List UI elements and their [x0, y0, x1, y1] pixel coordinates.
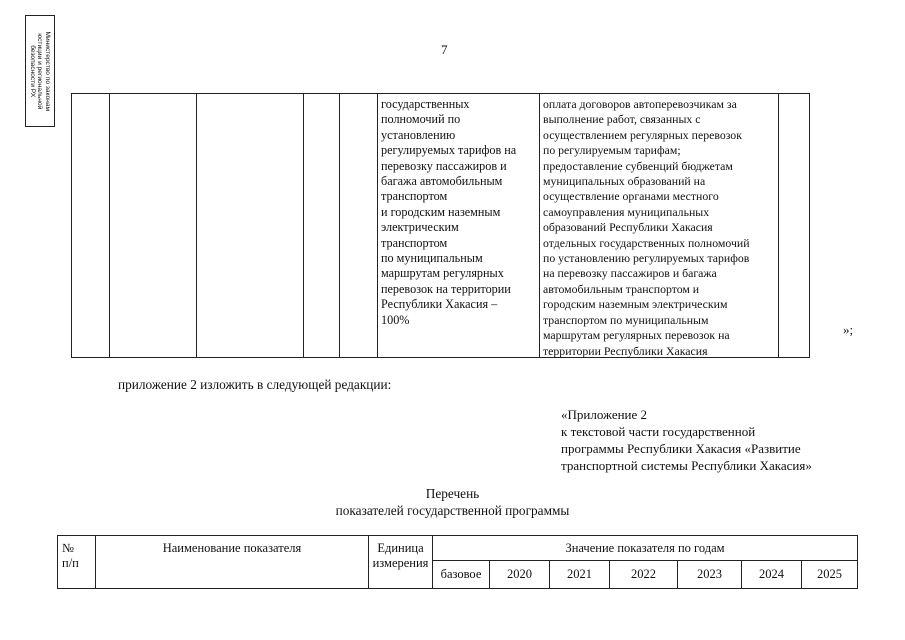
text-line: государственных: [381, 97, 470, 111]
text-line: транспортом по муниципальным: [543, 312, 709, 327]
header-number-line1: №: [62, 541, 74, 555]
header-unit-line1: Единица: [377, 541, 424, 555]
table-col-border: [377, 93, 378, 358]
indicators-table: [57, 535, 858, 589]
text-line: по установлению регулируемых тарифов: [543, 251, 750, 266]
stamp-text: [29, 31, 52, 111]
text-line: перевозку пассажиров и: [381, 158, 507, 173]
header-number: [58, 536, 96, 589]
text-line: на перевозку пассажиров и багажа: [543, 266, 717, 281]
text-line: оплата договоров автоперевозчикам за: [543, 97, 737, 111]
text-line: 100%: [381, 312, 410, 327]
text-line: и городским наземным: [381, 204, 501, 219]
text-line: регулируемых тарифов на: [381, 143, 517, 158]
cell-target-indicator: [381, 97, 516, 328]
stamp-line: юстиции и региональной: [36, 32, 44, 110]
header-unit: [369, 536, 433, 589]
text-line: осуществлением регулярных перевозок: [543, 127, 742, 142]
text-line: городским наземным электрическим: [543, 297, 728, 312]
table-col-border: [71, 93, 72, 358]
appendix-line: транспортной системы Республики Хакасия»: [561, 458, 812, 473]
text-line: территории Республики Хакасия: [543, 343, 708, 358]
table-col-border: [778, 93, 779, 358]
header-number-line2: п/п: [62, 556, 79, 570]
table-border-top: [71, 93, 809, 94]
header-unit-line2: измерения: [372, 556, 429, 570]
header-year: 2024: [742, 561, 802, 589]
text-line: транспортом: [381, 189, 448, 204]
text-line: багажа автомобильным: [381, 174, 503, 189]
text-line: выполнение работ, связанных с: [543, 112, 701, 127]
appendix-line: «Приложение 2: [561, 407, 648, 422]
page-number: 7: [441, 42, 448, 57]
table-col-border: [539, 93, 540, 358]
header-year: 2023: [678, 561, 742, 589]
text-line: транспортом: [381, 235, 448, 250]
text-line: образований Республики Хакасия: [543, 220, 713, 235]
stamp-line: Министерство по законам: [44, 31, 52, 111]
table-col-border: [109, 93, 110, 358]
header-year: 2021: [550, 561, 610, 589]
document-subtitle: показателей государственной программы: [335, 503, 570, 518]
text-line: автомобильным транспортом и: [543, 281, 700, 296]
text-line: предоставление субвенций бюджетам: [543, 158, 733, 173]
text-line: самоуправления муниципальных: [543, 204, 710, 219]
header-values-by-year: Значение показателя по годам: [433, 536, 858, 561]
header-year-base: базовое: [433, 561, 490, 589]
ministry-stamp: [25, 15, 55, 127]
appendix-line: к текстовой части государственной: [561, 424, 756, 439]
stamp-line: безопасности РХ: [29, 44, 37, 97]
text-line: по регулируемым тарифам;: [543, 143, 681, 158]
text-line: установлению: [381, 127, 456, 142]
table-col-border: [809, 93, 810, 358]
header-year: 2025: [802, 561, 858, 589]
header-year: 2020: [490, 561, 550, 589]
text-line: маршрутам регулярных: [381, 266, 504, 281]
amendment-paragraph: приложение 2 изложить в следующей редакции:: [118, 377, 392, 392]
text-line: полномочий по: [381, 112, 461, 127]
document-title: Перечень: [425, 486, 480, 501]
text-line: муниципальных образований на: [543, 174, 706, 189]
table-col-border: [339, 93, 340, 358]
closing-quote-mark: »;: [843, 322, 854, 337]
table-col-border: [303, 93, 304, 358]
appendix-heading: [561, 406, 812, 474]
header-indicator-name: Наименование показателя: [96, 536, 369, 589]
cell-measures: [543, 97, 750, 359]
appendix-line: программы Республики Хакасия «Развитие: [561, 441, 801, 456]
text-line: осуществление органами местного: [543, 189, 719, 204]
text-line: перевозок на территории: [381, 281, 511, 296]
text-line: маршрутам регулярных перевозок на: [543, 328, 730, 343]
text-line: электрическим: [381, 220, 459, 235]
text-line: отдельных государственных полномочий: [543, 235, 750, 250]
table-col-border: [196, 93, 197, 358]
header-year: 2022: [610, 561, 678, 589]
text-line: по муниципальным: [381, 251, 483, 266]
text-line: Республики Хакасия –: [381, 297, 498, 312]
